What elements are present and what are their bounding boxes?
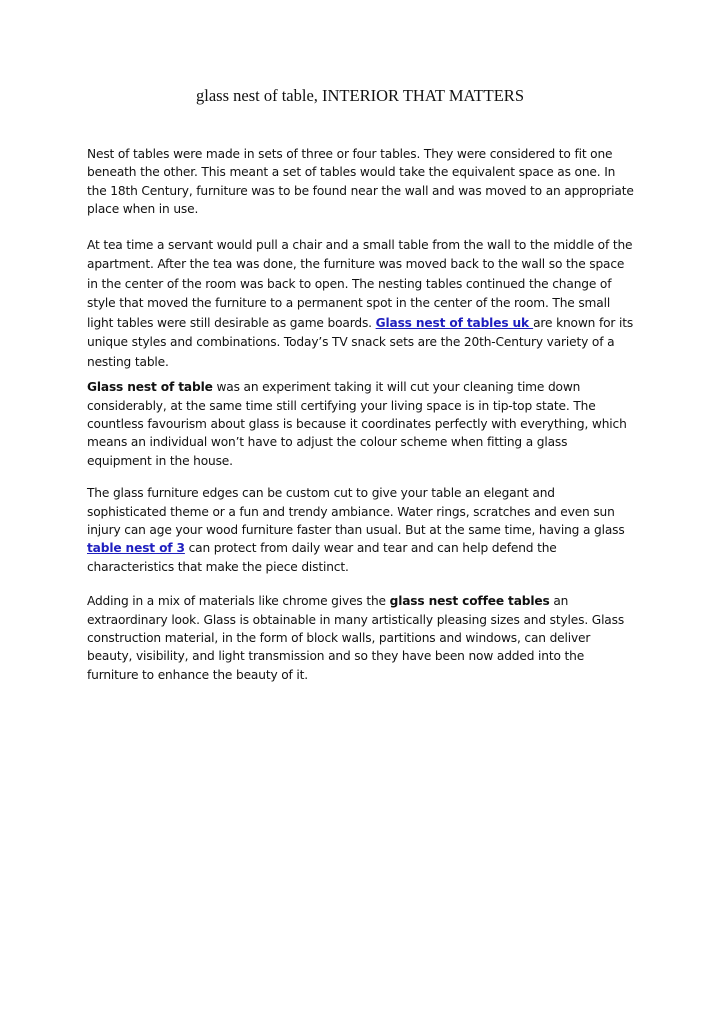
document-body [87,145,635,684]
paragraph-text-segment: The glass furniture edges can be custom cut to give your table an elegant and sophisticated theme or a fun and trendy ambiance. Water rings, scratches and even sun injury can age your wood furniture faster than usual. But at the same time, having a glass [87,486,625,537]
paragraph-glass-experiment [87,378,635,470]
paragraph-text-segment: can protect from daily wear and tear and can help defend the characteristics that make the piece distinct. [87,541,557,574]
paragraph-text-segment: are known for its unique styles and combinations. Today’s TV snack sets are the 20th-Century variety of a nesting table. [87,315,634,369]
link-glass-nest-of-tables-uk[interactable]: Glass nest of tables uk [375,315,534,330]
paragraph-glass-edges [87,484,635,576]
paragraph-text-segment: was an experiment taking it will cut your cleaning time down considerably, at the same time still certifying your living space is in tip-top state. The countless favourism about glass is because it coordinates perfectly with everything, which means an individual won’t have to adjust the colour scheme when fitting a glass equipment in the house. [87,380,627,468]
paragraph-text-segment: Adding in a mix of materials like chrome gives the [87,594,390,609]
paragraph-text-segment: an extraordinary look. Glass is obtainable in many artistically pleasing sizes and styles. Glass construction material, in the form of block walls, partitions and windows, can deliver beauty, visibility, and light transmission and so they have been now added into the furniture to enhance the beauty of it. [87,594,625,682]
bold-phrase-glass-nest-coffee-tables: glass nest coffee tables [389,594,550,609]
paragraph-materials-mix [87,592,635,684]
document-title: glass nest of table, INTERIOR THAT MATTERS [196,86,524,105]
paragraph-nest-history: Nest of tables were made in sets of three or four tables. They were considered to fit one beneath the other. This meant a set of tables would take the equivalent space as one. In the 18th Century, furniture was to be found near the wall and was moved to an appropriate place when in use. [87,147,634,217]
paragraph-tea-time [87,236,635,373]
link-table-nest-of-3[interactable]: table nest of 3 [87,541,185,556]
bold-phrase-glass-nest-of-table: Glass nest of table [87,380,213,395]
paragraph-text-segment: At tea time a servant would pull a chair and a small table from the wall to the middle of the apartment. After the tea was done, the furniture was moved back to the wall so the space in the center of the room was back to open. The nesting tables continued the change of style that moved the furniture to a permanent spot in the center of the room. The small light tables were still desirable as game boards. [87,237,633,330]
